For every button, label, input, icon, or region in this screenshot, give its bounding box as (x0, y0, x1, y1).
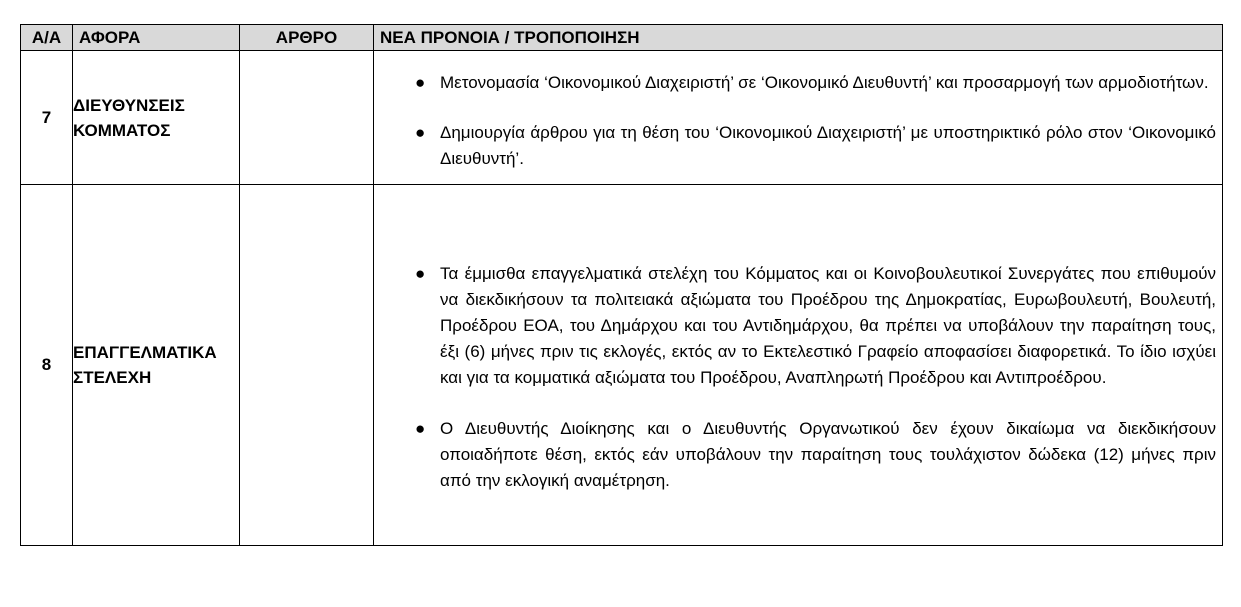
bullet-text: Δημιουργία άρθρου για τη θέση του ‘Οικονομικού Διαχειριστή’ με υποστηρικτικό ρόλο στον ‘Οικονομικό Διευθυντή’. (440, 122, 1216, 168)
header-topic: ΑΦΟΡΑ (73, 25, 240, 51)
table-header-row (21, 25, 1223, 51)
bullet-text: Τα έμμισθα επαγγελματικά στελέχη του Κόμματος και οι Κοινοβουλευτικοί Συνεργάτες που επιθυμούν να διεκδικήσουν τα πολιτειακά αξιώματα του Προέδρου της Δημοκρατίας, Ευρωβουλευτή, Βουλευτή, Προέδρου ΕΟΑ, του Δημάρχου και του Αντιδημάρχου, θα πρέπει να υποβάλουν την παραίτηση τους, έξι (6) μήνες πριν τις εκλογές, εκτός αν το Εκτελεστικό Γραφείο αποφασίσει διαφορετικά. Το ίδιο ισχύει και για τα κομματικά αξιώματα του Προέδρου, Αναπληρωτή Προέδρου και Αντιπροέδρου. (440, 264, 1216, 387)
row-topic: ΔΙΕΥΘΥΝΣΕΙΣ ΚΟΜΜΑΤΟΣ (73, 51, 240, 185)
bullet-icon: ● (415, 72, 426, 92)
bullet-item (374, 416, 1216, 494)
header-aa: Α/Α (21, 25, 73, 51)
header-article: ΑΡΘΡΟ (240, 25, 374, 51)
bullet-icon: ● (415, 419, 426, 438)
bullet-item (374, 70, 1216, 96)
bullet-item (374, 120, 1216, 172)
table-row (21, 185, 1223, 546)
row-provisions (374, 51, 1223, 185)
bullet-text: Ο Διευθυντής Διοίκησης και ο Διευθυντής Οργανωτικού δεν έχουν δικαίωμα να διεκδικήσουν οποιαδήποτε θέση, εκτός εάν υποβάλουν την παραίτηση τους τουλάχιστον δώδεκα (12) μήνες πριν από την εκλογική αναμέτρηση. (440, 419, 1216, 490)
row-topic: ΕΠΑΓΓΕΛΜΑΤΙΚΑ ΣΤΕΛΕΧΗ (73, 185, 240, 546)
bullet-icon: ● (415, 122, 426, 142)
bullet-icon: ● (415, 264, 426, 283)
table-row (21, 51, 1223, 185)
bullet-text: Μετονομασία ‘Οικονομικού Διαχειριστή’ σε ‘Οικονομικό Διευθυντή’ και προσαρμογή των αρμοδιοτήτων. (440, 72, 1209, 92)
header-provision: ΝΕΑ ΠΡΟΝΟΙΑ / ΤΡΟΠΟΠΟΙΗΣΗ (374, 25, 1223, 51)
amendments-table (20, 24, 1223, 546)
bullet-item (374, 261, 1216, 391)
row-number: 7 (21, 51, 73, 185)
row-article (240, 185, 374, 546)
row-number: 8 (21, 185, 73, 546)
row-article (240, 51, 374, 185)
bullet-list (374, 70, 1222, 172)
bullet-list (374, 261, 1222, 494)
row-provisions (374, 185, 1223, 546)
